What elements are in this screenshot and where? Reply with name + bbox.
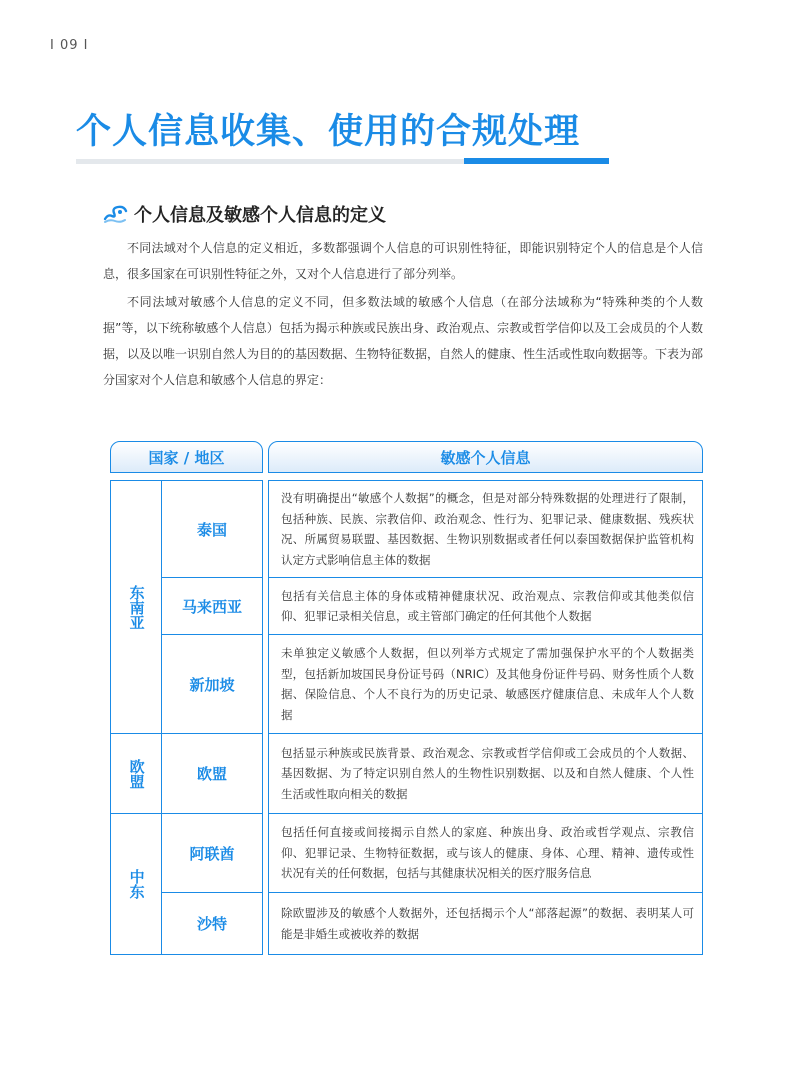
table-header-region: 国家 / 地区 <box>110 441 263 473</box>
country-cell: 新加坡 <box>161 634 263 734</box>
paragraph-personal-info: 不同法域对个人信息的定义相近，多数都强调个人信息的可识别性特征，即能识别特定个人的信息是个人信息，很多国家在可识别性特征之外，又对个人信息进行了部分列举。 <box>103 241 703 281</box>
page-number: I 09 I <box>50 38 89 53</box>
paragraph-sensitive-info: 不同法域对敏感个人信息的定义不同，但多数法域的敏感个人信息（在部分法域称为“特殊种类的个人数据”等，以下统称敏感个人信息）包括为揭示种族或民族出身、政治观点、宗教或哲学信仰以及工会成员的个人数据，以及以唯一识别自然人为目的的基因数据、生物特征数据，自然人的健康、性生活或性取向数据等。下表为部分国家对个人信息和敏感个人信息的界定： <box>103 295 704 387</box>
country-cell: 沙特 <box>161 892 263 955</box>
info-cell <box>268 733 703 814</box>
info-cell <box>268 634 703 734</box>
info-text: 包括显示种族或民族背景、政治观念、宗教或哲学信仰或工会成员的个人数据、基因数据、为了特定识别自然人的生物性识别数据、以及和自然人健康、个人性生活或性取向相关的数据 <box>281 745 694 801</box>
info-cell <box>268 813 703 893</box>
info-text: 没有明确提出“敏感个人数据”的概念，但是对部分特殊数据的处理进行了限制，包括种族、民族、宗教信仰、政治观念、性行为、犯罪记录、健康数据、残疾状况、所属贸易联盟、基因数据、生物识别数据或者任何以泰国数据保护监管机构认定方式影响信息主体的数据 <box>281 491 694 567</box>
page-title: 个人信息收集、使用的合规处理 <box>76 112 581 152</box>
country-cell: 马来西亚 <box>161 577 263 635</box>
region-cell-middle-east: 中东 <box>110 813 162 955</box>
info-cell <box>268 892 703 955</box>
region-cell-eu: 欧盟 <box>110 733 162 814</box>
country-cell: 欧盟 <box>161 733 263 814</box>
info-text: 未单独定义敏感个人数据，但以列举方式规定了需加强保护水平的个人数据类型，包括新加坡国民身份证号码（NRIC）及其他身份证件号码、财务性质个人数据、保险信息、个人不良行为的历史记录、敏感医疗健康信息、未成年人个人数据 <box>281 646 694 722</box>
country-cell: 阿联酋 <box>161 813 263 893</box>
info-text: 包括任何直接或间接揭示自然人的家庭、种族出身、政治或哲学观点、宗教信仰、犯罪记录、生物特征数据，或与该人的健康、身体、心理、精神、遗传或性状况有关的任何数据，包括与其健康状况相关的医疗服务信息 <box>281 825 694 881</box>
section-title: 个人信息及敏感个人信息的定义 <box>134 205 386 226</box>
info-cell <box>268 480 703 578</box>
country-cell: 泰国 <box>161 480 263 578</box>
wave-icon <box>103 204 129 224</box>
table-header-info: 敏感个人信息 <box>268 441 703 473</box>
info-text: 除欧盟涉及的敏感个人数据外，还包括揭示个人“部落起源”的数据、表明某人可能是非婚生或被收养的数据 <box>281 906 694 941</box>
region-cell-southeast-asia: 东南亚 <box>110 480 162 734</box>
info-cell <box>268 577 703 635</box>
info-text: 包括有关信息主体的身体或精神健康状况、政治观点、宗教信仰或其他类似信仰、犯罪记录相关信息，或主管部门确定的任何其他个人数据 <box>281 588 694 623</box>
title-underline-accent <box>464 158 609 164</box>
